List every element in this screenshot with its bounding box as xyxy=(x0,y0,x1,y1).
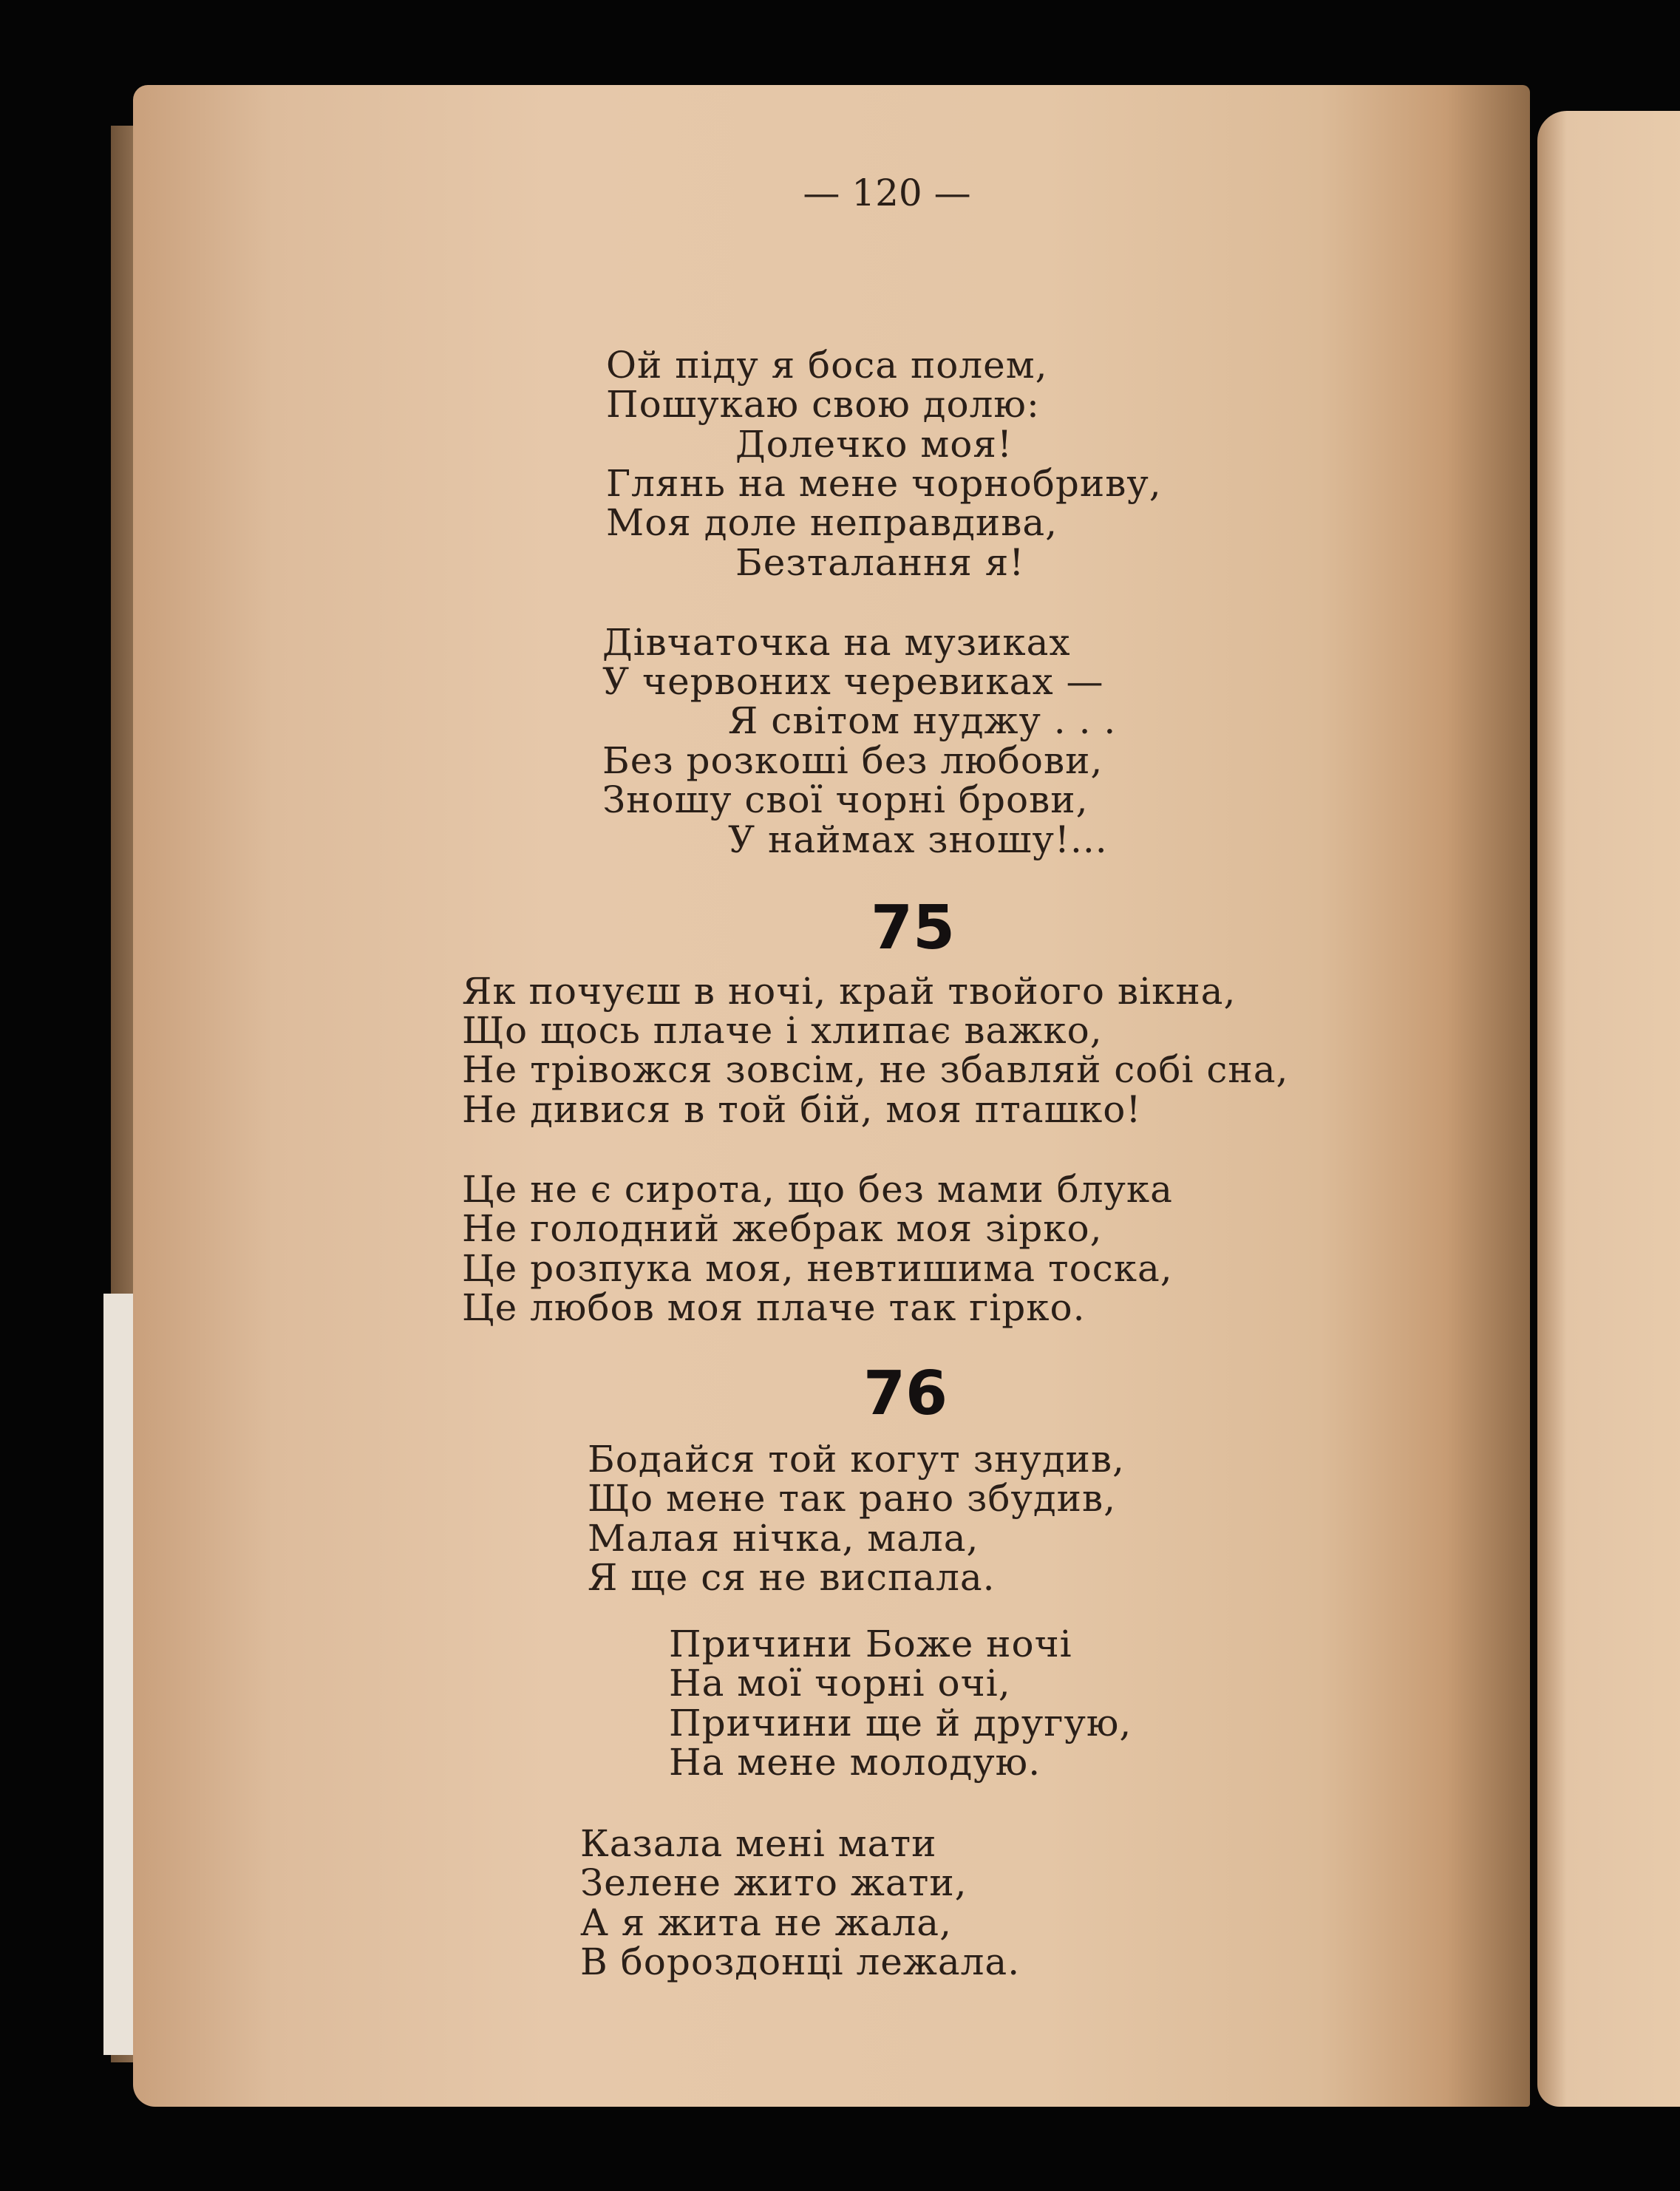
verse-line: Малая нічка, мала, xyxy=(588,1517,979,1560)
verse-line: Бодайся той когут знудив, xyxy=(588,1438,1125,1481)
verse-line: Це розпука моя, невтишима тоска, xyxy=(462,1247,1173,1290)
verse-line: Не голодний жебрак моя зірко, xyxy=(462,1207,1103,1250)
verse-line: Причини Боже ночі xyxy=(669,1623,1072,1665)
verse-line: На мої чорні очі, xyxy=(669,1662,1011,1705)
verse-line: Що щось плаче і хлипає важко, xyxy=(462,1009,1103,1052)
verse-line: Зелене жито жати, xyxy=(580,1861,967,1904)
verse-line: Пошукаю свою долю: xyxy=(606,383,1040,426)
verse-line: Ой піду я боса полем, xyxy=(606,344,1048,387)
verse-line: Як почуєш в ночі, край твойого вікна, xyxy=(462,970,1237,1013)
song-number: 75 xyxy=(871,893,956,963)
verse-line: Моя доле неправдива, xyxy=(606,501,1058,544)
verse-line: Безталання я! xyxy=(735,541,1025,584)
verse-line: Що мене так рано збудив, xyxy=(588,1477,1117,1520)
verse-line: Не трівожся зовсім, не збавляй собі сна, xyxy=(462,1048,1289,1091)
verse-line: Не дивися в той бій, моя пташко! xyxy=(462,1088,1142,1131)
verse-line: Глянь на мене чорнобриву, xyxy=(606,462,1162,505)
verse-line: На мене молодую. xyxy=(669,1741,1041,1784)
verse-line: Це любов моя плаче так гірко. xyxy=(462,1286,1086,1329)
verse-line: А я жита не жала, xyxy=(580,1901,952,1944)
verse-line: В бороздонці лежала. xyxy=(580,1940,1021,1983)
verse-line: Причини ще й другую, xyxy=(669,1702,1132,1745)
page-number: — 120 — xyxy=(803,171,971,214)
song-number: 76 xyxy=(863,1359,948,1429)
verse-line: Я ще ся не виспала. xyxy=(588,1556,996,1599)
verse-line: У наймах зношу!... xyxy=(728,818,1108,861)
verse-line: Дівчаточка на музиках xyxy=(602,621,1071,664)
verse-line: Зношу свої чорні брови, xyxy=(602,778,1089,821)
verse-line: Це не є сирота, що без мами блука xyxy=(462,1168,1173,1211)
verse-line: Я світом нуджу . . . xyxy=(728,699,1117,742)
verse-line: Казала мені мати xyxy=(580,1822,937,1865)
verse-line: Долечко моя! xyxy=(735,423,1013,466)
verse-line: Без розкоші без любови, xyxy=(602,739,1103,782)
verse-line: У червоних черевиках — xyxy=(602,660,1104,703)
